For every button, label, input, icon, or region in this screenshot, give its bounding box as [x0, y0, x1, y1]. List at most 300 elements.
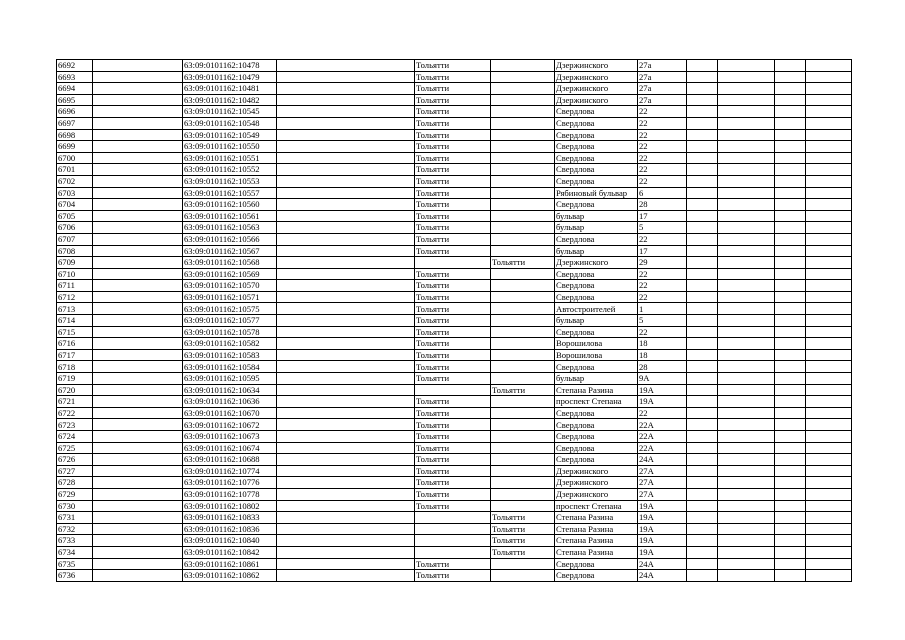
street-cell: Автостроителей — [555, 303, 638, 315]
empty-cell — [277, 257, 415, 269]
empty-cell — [806, 419, 852, 431]
empty-cell — [687, 535, 718, 547]
cadastral-number: 63:09:0101162:10568 — [183, 257, 277, 269]
empty-cell — [718, 129, 775, 141]
empty-cell — [687, 465, 718, 477]
empty-cell — [687, 60, 718, 72]
empty-cell — [806, 512, 852, 524]
empty-cell — [687, 222, 718, 234]
empty-cell — [806, 570, 852, 582]
empty-cell — [93, 338, 183, 350]
street-cell: Свердлова — [555, 291, 638, 303]
empty-cell — [718, 488, 775, 500]
city-cell: Тольятти — [415, 117, 491, 129]
table-row — [57, 384, 852, 396]
house-number: 27а — [638, 83, 687, 95]
table-row — [57, 442, 852, 454]
empty-cell — [775, 419, 806, 431]
empty-cell — [718, 442, 775, 454]
empty-cell — [687, 303, 718, 315]
city-cell: Тольятти — [415, 315, 491, 327]
city-cell-alt — [491, 291, 555, 303]
city-cell-alt — [491, 558, 555, 570]
empty-cell — [775, 94, 806, 106]
empty-cell — [93, 152, 183, 164]
city-cell-alt: Тольятти — [491, 523, 555, 535]
city-cell: Тольятти — [415, 210, 491, 222]
street-cell: Свердлова — [555, 199, 638, 211]
empty-cell — [277, 477, 415, 489]
empty-cell — [93, 280, 183, 292]
row-number: 6736 — [57, 570, 93, 582]
empty-cell — [277, 361, 415, 373]
city-cell-alt — [491, 500, 555, 512]
empty-cell — [806, 465, 852, 477]
empty-cell — [277, 83, 415, 95]
row-number: 6722 — [57, 407, 93, 419]
empty-cell — [93, 431, 183, 443]
city-cell-alt — [491, 83, 555, 95]
house-number: 22А — [638, 431, 687, 443]
empty-cell — [775, 117, 806, 129]
empty-cell — [93, 326, 183, 338]
table-row — [57, 500, 852, 512]
empty-cell — [806, 442, 852, 454]
city-cell-alt — [491, 222, 555, 234]
row-number: 6699 — [57, 141, 93, 153]
street-cell: Дзержинского — [555, 465, 638, 477]
street-cell: проспект Степана — [555, 396, 638, 408]
empty-cell — [718, 500, 775, 512]
row-number: 6732 — [57, 523, 93, 535]
row-number: 6712 — [57, 291, 93, 303]
row-number: 6697 — [57, 117, 93, 129]
street-cell: Свердлова — [555, 268, 638, 280]
cadastral-number: 63:09:0101162:10569 — [183, 268, 277, 280]
row-number: 6700 — [57, 152, 93, 164]
row-number: 6721 — [57, 396, 93, 408]
table-row — [57, 60, 852, 72]
house-number: 22 — [638, 141, 687, 153]
city-cell-alt — [491, 338, 555, 350]
empty-cell — [806, 303, 852, 315]
empty-cell — [93, 268, 183, 280]
empty-cell — [93, 535, 183, 547]
city-cell-alt — [491, 175, 555, 187]
row-number: 6729 — [57, 488, 93, 500]
street-cell: Свердлова — [555, 164, 638, 176]
table-row — [57, 164, 852, 176]
table-row — [57, 315, 852, 327]
empty-cell — [277, 338, 415, 350]
street-cell: Свердлова — [555, 280, 638, 292]
empty-cell — [687, 431, 718, 443]
empty-cell — [806, 488, 852, 500]
city-cell: Тольятти — [415, 349, 491, 361]
table-row — [57, 431, 852, 443]
empty-cell — [775, 477, 806, 489]
table-row — [57, 546, 852, 558]
empty-cell — [806, 187, 852, 199]
city-cell: Тольятти — [415, 488, 491, 500]
cadastral-number: 63:09:0101162:10840 — [183, 535, 277, 547]
city-cell-alt — [491, 210, 555, 222]
cadastral-number: 63:09:0101162:10566 — [183, 233, 277, 245]
empty-cell — [718, 384, 775, 396]
registry-table — [56, 59, 852, 582]
house-number: 19А — [638, 535, 687, 547]
street-cell: Дзержинского — [555, 60, 638, 72]
cadastral-number: 63:09:0101162:10688 — [183, 454, 277, 466]
empty-cell — [806, 373, 852, 385]
empty-cell — [277, 199, 415, 211]
table-row — [57, 407, 852, 419]
empty-cell — [277, 396, 415, 408]
empty-cell — [718, 454, 775, 466]
empty-cell — [277, 245, 415, 257]
cadastral-number: 63:09:0101162:10545 — [183, 106, 277, 118]
house-number: 22 — [638, 291, 687, 303]
empty-cell — [718, 373, 775, 385]
empty-cell — [93, 71, 183, 83]
cadastral-number: 63:09:0101162:10774 — [183, 465, 277, 477]
empty-cell — [93, 512, 183, 524]
empty-cell — [93, 488, 183, 500]
empty-cell — [93, 407, 183, 419]
empty-cell — [277, 442, 415, 454]
row-number: 6702 — [57, 175, 93, 187]
table-row — [57, 94, 852, 106]
city-cell: Тольятти — [415, 222, 491, 234]
table-row — [57, 361, 852, 373]
empty-cell — [93, 303, 183, 315]
cadastral-number: 63:09:0101162:10670 — [183, 407, 277, 419]
empty-cell — [93, 349, 183, 361]
row-number: 6725 — [57, 442, 93, 454]
row-number: 6705 — [57, 210, 93, 222]
table-row — [57, 106, 852, 118]
empty-cell — [718, 512, 775, 524]
empty-cell — [775, 222, 806, 234]
empty-cell — [775, 280, 806, 292]
row-number: 6727 — [57, 465, 93, 477]
empty-cell — [718, 407, 775, 419]
house-number: 27а — [638, 94, 687, 106]
empty-cell — [806, 94, 852, 106]
row-number: 6693 — [57, 71, 93, 83]
empty-cell — [687, 117, 718, 129]
house-number: 22 — [638, 280, 687, 292]
city-cell — [415, 523, 491, 535]
empty-cell — [277, 488, 415, 500]
cadastral-number: 63:09:0101162:10481 — [183, 83, 277, 95]
row-number: 6716 — [57, 338, 93, 350]
city-cell — [415, 512, 491, 524]
empty-cell — [277, 373, 415, 385]
empty-cell — [775, 512, 806, 524]
row-number: 6707 — [57, 233, 93, 245]
street-cell: Свердлова — [555, 419, 638, 431]
table-row — [57, 141, 852, 153]
empty-cell — [687, 315, 718, 327]
empty-cell — [687, 129, 718, 141]
house-number: 18 — [638, 349, 687, 361]
empty-cell — [718, 280, 775, 292]
house-number: 17 — [638, 245, 687, 257]
city-cell-alt — [491, 477, 555, 489]
street-cell: Свердлова — [555, 454, 638, 466]
city-cell-alt — [491, 233, 555, 245]
cadastral-number: 63:09:0101162:10674 — [183, 442, 277, 454]
empty-cell — [277, 500, 415, 512]
empty-cell — [718, 268, 775, 280]
empty-cell — [277, 535, 415, 547]
city-cell: Тольятти — [415, 268, 491, 280]
empty-cell — [775, 164, 806, 176]
street-cell: бульвар — [555, 210, 638, 222]
empty-cell — [775, 338, 806, 350]
cadastral-number: 63:09:0101162:10861 — [183, 558, 277, 570]
house-number: 27А — [638, 488, 687, 500]
empty-cell — [277, 280, 415, 292]
house-number: 22 — [638, 233, 687, 245]
city-cell: Тольятти — [415, 442, 491, 454]
cadastral-number: 63:09:0101162:10560 — [183, 199, 277, 211]
city-cell: Тольятти — [415, 373, 491, 385]
city-cell: Тольятти — [415, 83, 491, 95]
empty-cell — [277, 454, 415, 466]
empty-cell — [277, 431, 415, 443]
empty-cell — [806, 245, 852, 257]
street-cell: Свердлова — [555, 233, 638, 245]
city-cell: Тольятти — [415, 175, 491, 187]
empty-cell — [93, 454, 183, 466]
table-row — [57, 373, 852, 385]
house-number: 22 — [638, 407, 687, 419]
house-number: 24А — [638, 454, 687, 466]
empty-cell — [775, 106, 806, 118]
row-number: 6708 — [57, 245, 93, 257]
empty-cell — [775, 315, 806, 327]
empty-cell — [687, 546, 718, 558]
city-cell-alt — [491, 117, 555, 129]
empty-cell — [806, 326, 852, 338]
empty-cell — [277, 546, 415, 558]
house-number: 24А — [638, 570, 687, 582]
cadastral-number: 63:09:0101162:10634 — [183, 384, 277, 396]
row-number: 6730 — [57, 500, 93, 512]
empty-cell — [718, 245, 775, 257]
empty-cell — [93, 106, 183, 118]
city-cell: Тольятти — [415, 291, 491, 303]
row-number: 6731 — [57, 512, 93, 524]
empty-cell — [806, 83, 852, 95]
empty-cell — [775, 187, 806, 199]
empty-cell — [806, 106, 852, 118]
city-cell-alt: Тольятти — [491, 384, 555, 396]
empty-cell — [93, 315, 183, 327]
empty-cell — [718, 419, 775, 431]
street-cell: Рябиновый бульвар — [555, 187, 638, 199]
city-cell: Тольятти — [415, 106, 491, 118]
house-number: 27А — [638, 477, 687, 489]
row-number: 6717 — [57, 349, 93, 361]
empty-cell — [93, 222, 183, 234]
row-number: 6733 — [57, 535, 93, 547]
empty-cell — [277, 117, 415, 129]
empty-cell — [806, 349, 852, 361]
empty-cell — [687, 384, 718, 396]
row-number: 6695 — [57, 94, 93, 106]
empty-cell — [93, 558, 183, 570]
empty-cell — [277, 384, 415, 396]
street-cell: Свердлова — [555, 175, 638, 187]
empty-cell — [775, 407, 806, 419]
empty-cell — [93, 361, 183, 373]
empty-cell — [93, 257, 183, 269]
city-cell: Тольятти — [415, 326, 491, 338]
empty-cell — [806, 257, 852, 269]
empty-cell — [687, 257, 718, 269]
row-number: 6735 — [57, 558, 93, 570]
row-number: 6726 — [57, 454, 93, 466]
street-cell: бульвар — [555, 222, 638, 234]
house-number: 1 — [638, 303, 687, 315]
city-cell: Тольятти — [415, 500, 491, 512]
city-cell-alt — [491, 326, 555, 338]
cadastral-number: 63:09:0101162:10836 — [183, 523, 277, 535]
empty-cell — [806, 291, 852, 303]
empty-cell — [806, 396, 852, 408]
street-cell: Свердлова — [555, 361, 638, 373]
city-cell-alt — [491, 303, 555, 315]
table-row — [57, 257, 852, 269]
city-cell-alt: Тольятти — [491, 512, 555, 524]
empty-cell — [687, 512, 718, 524]
empty-cell — [93, 210, 183, 222]
empty-cell — [93, 233, 183, 245]
empty-cell — [718, 210, 775, 222]
empty-cell — [775, 384, 806, 396]
empty-cell — [718, 94, 775, 106]
empty-cell — [775, 500, 806, 512]
cadastral-number: 63:09:0101162:10482 — [183, 94, 277, 106]
table-row — [57, 199, 852, 211]
empty-cell — [93, 164, 183, 176]
empty-cell — [93, 129, 183, 141]
empty-cell — [718, 152, 775, 164]
city-cell-alt: Тольятти — [491, 546, 555, 558]
row-number: 6709 — [57, 257, 93, 269]
empty-cell — [806, 233, 852, 245]
empty-cell — [277, 106, 415, 118]
row-number: 6734 — [57, 546, 93, 558]
empty-cell — [718, 523, 775, 535]
empty-cell — [93, 442, 183, 454]
empty-cell — [775, 396, 806, 408]
street-cell: Дзержинского — [555, 71, 638, 83]
cadastral-number: 63:09:0101162:10842 — [183, 546, 277, 558]
street-cell: Дзержинского — [555, 94, 638, 106]
empty-cell — [718, 141, 775, 153]
city-cell-alt — [491, 349, 555, 361]
house-number: 27А — [638, 465, 687, 477]
house-number: 22 — [638, 129, 687, 141]
city-cell-alt — [491, 129, 555, 141]
empty-cell — [687, 175, 718, 187]
street-cell: Свердлова — [555, 407, 638, 419]
empty-cell — [718, 349, 775, 361]
city-cell — [415, 535, 491, 547]
row-number: 6715 — [57, 326, 93, 338]
city-cell-alt — [491, 245, 555, 257]
empty-cell — [93, 175, 183, 187]
street-cell: бульвар — [555, 315, 638, 327]
empty-cell — [718, 117, 775, 129]
street-cell: Свердлова — [555, 141, 638, 153]
empty-cell — [775, 129, 806, 141]
row-number: 6696 — [57, 106, 93, 118]
empty-cell — [277, 60, 415, 72]
table-row — [57, 570, 852, 582]
table-row — [57, 222, 852, 234]
empty-cell — [806, 338, 852, 350]
empty-cell — [687, 280, 718, 292]
cadastral-number: 63:09:0101162:10582 — [183, 338, 277, 350]
street-cell: Ворошилова — [555, 338, 638, 350]
city-cell: Тольятти — [415, 419, 491, 431]
empty-cell — [93, 465, 183, 477]
empty-cell — [277, 187, 415, 199]
empty-cell — [775, 442, 806, 454]
empty-cell — [277, 558, 415, 570]
house-number: 28 — [638, 361, 687, 373]
house-number: 22 — [638, 268, 687, 280]
empty-cell — [93, 546, 183, 558]
empty-cell — [775, 546, 806, 558]
house-number: 22А — [638, 419, 687, 431]
cadastral-number: 63:09:0101162:10567 — [183, 245, 277, 257]
city-cell: Тольятти — [415, 338, 491, 350]
city-cell-alt — [491, 419, 555, 431]
street-cell: Свердлова — [555, 117, 638, 129]
empty-cell — [775, 558, 806, 570]
city-cell: Тольятти — [415, 94, 491, 106]
city-cell: Тольятти — [415, 187, 491, 199]
street-cell: Свердлова — [555, 431, 638, 443]
house-number: 9А — [638, 373, 687, 385]
empty-cell — [718, 465, 775, 477]
table-row — [57, 338, 852, 350]
table-row — [57, 465, 852, 477]
row-number: 6704 — [57, 199, 93, 211]
street-cell: проспект Степана — [555, 500, 638, 512]
empty-cell — [806, 71, 852, 83]
city-cell: Тольятти — [415, 233, 491, 245]
empty-cell — [806, 199, 852, 211]
table-row — [57, 129, 852, 141]
row-number: 6703 — [57, 187, 93, 199]
empty-cell — [687, 407, 718, 419]
empty-cell — [806, 558, 852, 570]
row-number: 6728 — [57, 477, 93, 489]
table-row — [57, 488, 852, 500]
empty-cell — [687, 442, 718, 454]
city-cell-alt — [491, 570, 555, 582]
empty-cell — [93, 384, 183, 396]
empty-cell — [277, 407, 415, 419]
empty-cell — [687, 488, 718, 500]
